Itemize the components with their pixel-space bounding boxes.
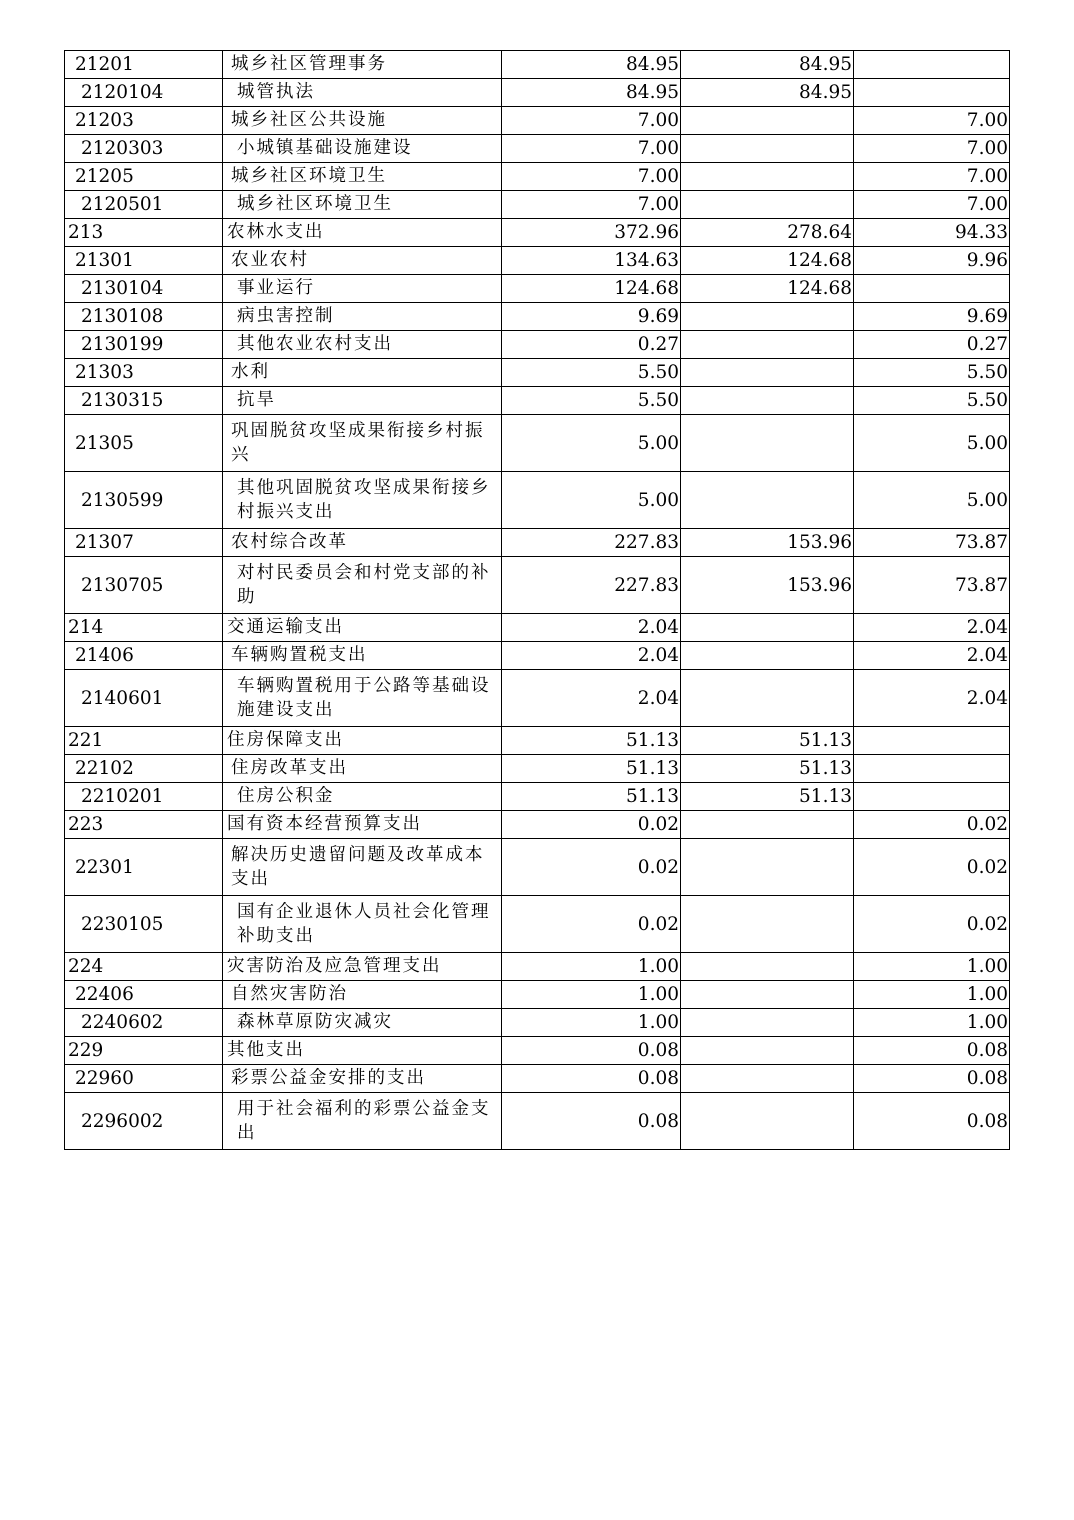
row-basic (681, 839, 854, 896)
row-code: 221 (65, 727, 223, 755)
row-basic (681, 953, 854, 981)
table-row (65, 642, 1010, 670)
row-total: 51.13 (502, 755, 681, 783)
row-project: 73.87 (854, 529, 1010, 557)
row-total: 7.00 (502, 107, 681, 135)
table-row (65, 811, 1010, 839)
row-code: 2296002 (65, 1093, 223, 1150)
row-code: 2130199 (65, 331, 223, 359)
row-basic: 153.96 (681, 557, 854, 614)
row-name: 住房保障支出 (223, 727, 502, 755)
row-basic: 153.96 (681, 529, 854, 557)
row-name: 其他支出 (223, 1037, 502, 1065)
row-project: 0.27 (854, 331, 1010, 359)
row-basic: 51.13 (681, 783, 854, 811)
row-basic (681, 1065, 854, 1093)
row-total: 5.50 (502, 359, 681, 387)
table-row (65, 727, 1010, 755)
budget-table (64, 50, 1010, 1150)
row-name: 小城镇基础设施建设 (223, 135, 502, 163)
row-project: 9.96 (854, 247, 1010, 275)
row-basic (681, 1037, 854, 1065)
row-code: 21201 (65, 51, 223, 79)
row-total: 134.63 (502, 247, 681, 275)
table-row (65, 1037, 1010, 1065)
row-code: 2230105 (65, 896, 223, 953)
row-project: 94.33 (854, 219, 1010, 247)
table-row (65, 303, 1010, 331)
row-project (854, 783, 1010, 811)
row-code: 224 (65, 953, 223, 981)
table-row (65, 981, 1010, 1009)
row-total: 7.00 (502, 163, 681, 191)
row-name: 灾害防治及应急管理支出 (223, 953, 502, 981)
table-row (65, 529, 1010, 557)
row-basic: 124.68 (681, 275, 854, 303)
row-name: 国有资本经营预算支出 (223, 811, 502, 839)
row-name: 国有企业退休人员社会化管理补助支出 (223, 896, 502, 953)
row-basic: 51.13 (681, 755, 854, 783)
table-row (65, 135, 1010, 163)
row-name: 住房公积金 (223, 783, 502, 811)
row-total: 5.00 (502, 415, 681, 472)
row-name: 森林草原防灾减灾 (223, 1009, 502, 1037)
row-code: 22102 (65, 755, 223, 783)
row-basic (681, 163, 854, 191)
row-project: 9.69 (854, 303, 1010, 331)
row-project: 7.00 (854, 163, 1010, 191)
row-code: 2130108 (65, 303, 223, 331)
row-basic (681, 670, 854, 727)
row-total: 227.83 (502, 529, 681, 557)
row-project: 5.00 (854, 472, 1010, 529)
row-basic (681, 642, 854, 670)
row-project (854, 727, 1010, 755)
row-name: 用于社会福利的彩票公益金支出 (223, 1093, 502, 1150)
row-project: 0.02 (854, 839, 1010, 896)
row-project: 7.00 (854, 191, 1010, 219)
table-row (65, 275, 1010, 303)
row-basic: 84.95 (681, 51, 854, 79)
row-project: 1.00 (854, 953, 1010, 981)
row-basic (681, 387, 854, 415)
row-total: 2.04 (502, 614, 681, 642)
row-name: 城乡社区环境卫生 (223, 191, 502, 219)
row-code: 22960 (65, 1065, 223, 1093)
row-code: 21406 (65, 642, 223, 670)
row-total: 84.95 (502, 79, 681, 107)
row-total: 5.00 (502, 472, 681, 529)
table-row (65, 51, 1010, 79)
table-row (65, 896, 1010, 953)
row-project: 1.00 (854, 981, 1010, 1009)
row-code: 2240602 (65, 1009, 223, 1037)
row-code: 214 (65, 614, 223, 642)
row-code: 2210201 (65, 783, 223, 811)
row-project: 2.04 (854, 614, 1010, 642)
row-code: 2130599 (65, 472, 223, 529)
row-basic (681, 359, 854, 387)
row-code: 223 (65, 811, 223, 839)
row-code: 229 (65, 1037, 223, 1065)
row-basic: 124.68 (681, 247, 854, 275)
row-code: 2130705 (65, 557, 223, 614)
row-total: 0.08 (502, 1093, 681, 1150)
row-project: 0.08 (854, 1065, 1010, 1093)
row-total: 0.02 (502, 896, 681, 953)
row-name: 对村民委员会和村党支部的补助 (223, 557, 502, 614)
row-total: 9.69 (502, 303, 681, 331)
row-name: 抗旱 (223, 387, 502, 415)
row-basic (681, 415, 854, 472)
table-row (65, 1093, 1010, 1150)
table-row (65, 331, 1010, 359)
row-basic (681, 135, 854, 163)
row-name: 车辆购置税支出 (223, 642, 502, 670)
row-basic (681, 107, 854, 135)
table-row (65, 415, 1010, 472)
table-row (65, 755, 1010, 783)
row-basic (681, 1009, 854, 1037)
row-total: 124.68 (502, 275, 681, 303)
row-total: 5.50 (502, 387, 681, 415)
table-row (65, 953, 1010, 981)
table-row (65, 191, 1010, 219)
row-project: 0.02 (854, 896, 1010, 953)
row-total: 372.96 (502, 219, 681, 247)
row-total: 2.04 (502, 670, 681, 727)
row-name: 城乡社区公共设施 (223, 107, 502, 135)
row-total: 7.00 (502, 135, 681, 163)
row-code: 21303 (65, 359, 223, 387)
row-total: 0.08 (502, 1037, 681, 1065)
row-total: 1.00 (502, 981, 681, 1009)
row-project: 73.87 (854, 557, 1010, 614)
row-project (854, 755, 1010, 783)
row-project: 0.08 (854, 1037, 1010, 1065)
row-project: 7.00 (854, 107, 1010, 135)
row-total: 1.00 (502, 953, 681, 981)
table-row (65, 472, 1010, 529)
row-name: 其他农业农村支出 (223, 331, 502, 359)
row-code: 2130315 (65, 387, 223, 415)
row-code: 22406 (65, 981, 223, 1009)
row-basic (681, 472, 854, 529)
row-code: 2140601 (65, 670, 223, 727)
row-project: 5.50 (854, 359, 1010, 387)
row-total: 0.02 (502, 839, 681, 896)
table-row (65, 163, 1010, 191)
row-project (854, 275, 1010, 303)
row-total: 51.13 (502, 727, 681, 755)
row-basic (681, 1093, 854, 1150)
table-row (65, 839, 1010, 896)
row-code: 213 (65, 219, 223, 247)
row-code: 2120303 (65, 135, 223, 163)
row-basic (681, 811, 854, 839)
row-name: 农业农村 (223, 247, 502, 275)
row-name: 住房改革支出 (223, 755, 502, 783)
row-code: 21205 (65, 163, 223, 191)
row-basic (681, 614, 854, 642)
row-project: 0.08 (854, 1093, 1010, 1150)
row-basic (681, 303, 854, 331)
table-row (65, 1009, 1010, 1037)
row-name: 其他巩固脱贫攻坚成果衔接乡村振兴支出 (223, 472, 502, 529)
row-project: 5.00 (854, 415, 1010, 472)
row-basic: 278.64 (681, 219, 854, 247)
row-code: 2130104 (65, 275, 223, 303)
row-basic: 51.13 (681, 727, 854, 755)
row-name: 城乡社区环境卫生 (223, 163, 502, 191)
row-name: 事业运行 (223, 275, 502, 303)
row-name: 巩固脱贫攻坚成果衔接乡村振兴 (223, 415, 502, 472)
table-row (65, 359, 1010, 387)
row-name: 城管执法 (223, 79, 502, 107)
row-code: 21307 (65, 529, 223, 557)
row-name: 城乡社区管理事务 (223, 51, 502, 79)
row-project: 5.50 (854, 387, 1010, 415)
row-code: 21305 (65, 415, 223, 472)
table-row (65, 219, 1010, 247)
row-project: 2.04 (854, 642, 1010, 670)
row-total: 227.83 (502, 557, 681, 614)
row-basic (681, 331, 854, 359)
table-row (65, 557, 1010, 614)
row-name: 解决历史遗留问题及改革成本支出 (223, 839, 502, 896)
row-project (854, 79, 1010, 107)
row-basic (681, 191, 854, 219)
row-code: 2120104 (65, 79, 223, 107)
row-name: 水利 (223, 359, 502, 387)
row-name: 车辆购置税用于公路等基础设施建设支出 (223, 670, 502, 727)
table-body (65, 51, 1010, 1150)
row-basic (681, 896, 854, 953)
row-code: 21203 (65, 107, 223, 135)
table-row (65, 387, 1010, 415)
table-row (65, 783, 1010, 811)
row-basic (681, 981, 854, 1009)
row-project: 2.04 (854, 670, 1010, 727)
table-row (65, 670, 1010, 727)
row-name: 彩票公益金安排的支出 (223, 1065, 502, 1093)
row-name: 自然灾害防治 (223, 981, 502, 1009)
row-code: 22301 (65, 839, 223, 896)
row-code: 21301 (65, 247, 223, 275)
row-total: 1.00 (502, 1009, 681, 1037)
table-row (65, 614, 1010, 642)
table-row (65, 1065, 1010, 1093)
row-total: 2.04 (502, 642, 681, 670)
row-project: 7.00 (854, 135, 1010, 163)
row-total: 0.08 (502, 1065, 681, 1093)
row-total: 0.02 (502, 811, 681, 839)
row-total: 7.00 (502, 191, 681, 219)
row-code: 2120501 (65, 191, 223, 219)
row-project: 1.00 (854, 1009, 1010, 1037)
table-row (65, 247, 1010, 275)
table-row (65, 79, 1010, 107)
row-project (854, 51, 1010, 79)
table-row (65, 107, 1010, 135)
row-total: 0.27 (502, 331, 681, 359)
row-name: 农林水支出 (223, 219, 502, 247)
row-basic: 84.95 (681, 79, 854, 107)
row-project: 0.02 (854, 811, 1010, 839)
row-name: 病虫害控制 (223, 303, 502, 331)
row-name: 农村综合改革 (223, 529, 502, 557)
row-name: 交通运输支出 (223, 614, 502, 642)
row-total: 51.13 (502, 783, 681, 811)
row-total: 84.95 (502, 51, 681, 79)
